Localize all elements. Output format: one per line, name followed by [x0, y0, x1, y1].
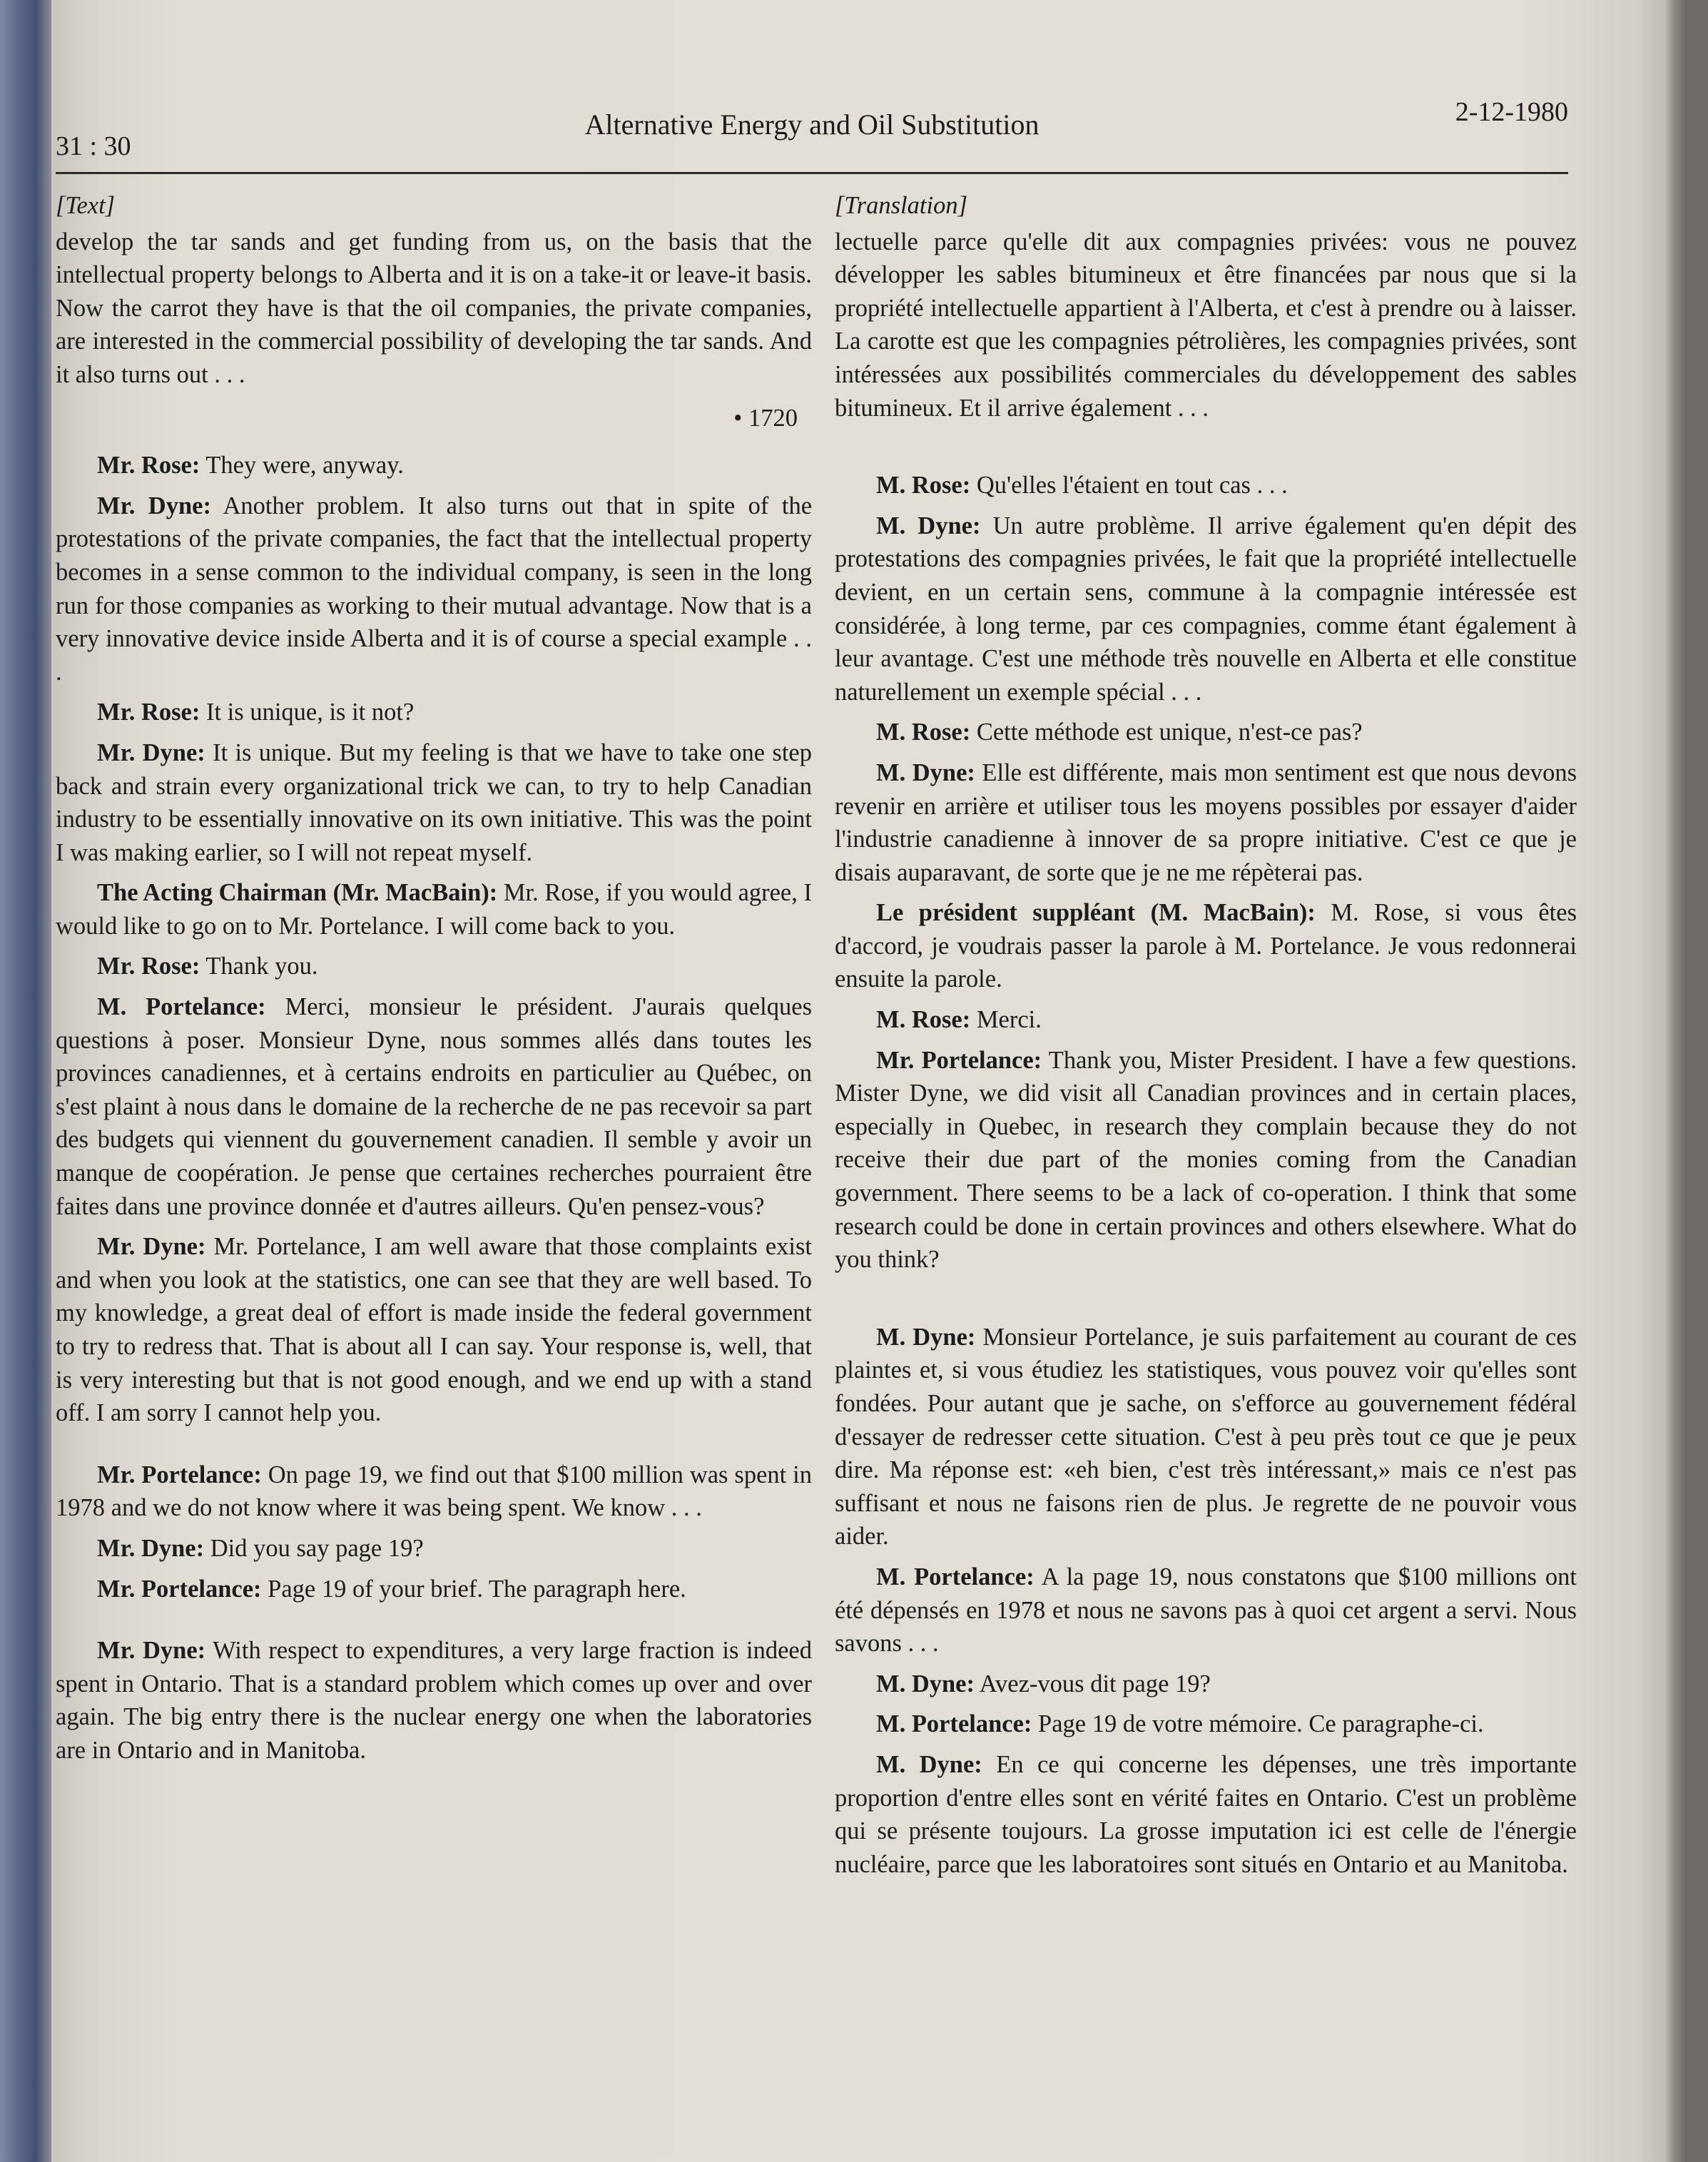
speech-text: A la page 19, nous constatons que $100 millions ont été dépensés en 1978 et nous ne savons pas à quoi cet argent a servi. Nous savons . . .: [835, 1563, 1577, 1658]
speech: [56, 1458, 812, 1525]
speech-text: Thank you.: [200, 953, 318, 980]
spacer: [835, 1284, 1577, 1321]
speech: [56, 1532, 812, 1565]
page-header: [56, 96, 1568, 175]
speech-text: Page 19 of your brief. The paragraph here.: [261, 1575, 686, 1603]
speech: [56, 1573, 812, 1606]
left-column-english: [56, 189, 812, 2080]
speech-text: Cette méthode est unique, n'est-ce pas?: [970, 719, 1363, 746]
speech-text: Another problem. It also turns out that in spite of the protestations of the private companies, the fact that the intellectual property becomes in a sense common to the individual company, is seen in the long run for those companies as working to their mutual advantage. Now that is a very innovative device inside Alberta and it is of course a special example . . .: [56, 492, 813, 686]
spacer: [56, 1613, 812, 1634]
speech: [835, 896, 1577, 996]
speech-text: Mr. Rose, if you would agree, I would like to go on to Mr. Portelance. I will come back to you.: [56, 879, 812, 940]
speaker: Mr. Dyne:: [97, 1534, 205, 1562]
speech: [56, 696, 812, 729]
speech: [835, 1748, 1577, 1881]
speech: [56, 1634, 812, 1767]
speech: [56, 736, 812, 869]
speaker: M. Dyne:: [876, 1323, 976, 1351]
speech-text: M. Rose, si vous êtes d'accord, je voudrais passer la parole à M. Portelance. Je vous redonnerai ensuite la parole.: [835, 899, 1577, 993]
speaker: Mr. Dyne:: [97, 1637, 206, 1665]
running-title: Alternative Energy and Oil Substitution: [584, 108, 1039, 141]
speaker: M. Dyne:: [876, 758, 975, 786]
speaker: Mr. Rose:: [97, 699, 200, 726]
speech-text: Thank you, Mister President. I have a few questions. Mister Dyne, we did visit all Canadian provinces and in certain places, especially in Quebec, in research they complain because they do not receive their due part of the monies coming from the Canadian government. There seems to be a lack of co-operation. I think that some research could be done in certain provinces and others elsewhere. What do you think?: [835, 1046, 1577, 1274]
speaker: M. Rose:: [876, 472, 971, 499]
speech-text: With respect to expenditures, a very large fraction is indeed spent in Ontario. That is a standard problem which comes up over and over again. The big entry there is the nuclear energy one when the laboratories are in Ontario and in Manitoba.: [56, 1637, 812, 1764]
speaker: Mr. Portelance:: [876, 1046, 1042, 1074]
page-edge: [1665, 0, 1687, 2162]
translation-tag: [Translation]: [835, 192, 967, 219]
speaker: The Acting Chairman (Mr. MacBain):: [97, 879, 498, 907]
header-rule: [56, 172, 1568, 174]
intro-paragraph: lectuelle parce qu'elle dit aux compagnies privées: vous ne pouvez développer les sables bitumineux et être financées par nous que si la propriété intellectuelle appartient à l'Alberta, et c'est à prendre ou à laisser. La carotte est que les compagnies pétrolières, les compagnies privées, sont intéressées aux possibilités commerciales du développement des sables bitumineux. Et il arrive également . . .: [835, 228, 1577, 422]
speech: [835, 1560, 1577, 1660]
speech: [835, 716, 1577, 749]
speech: [835, 1044, 1577, 1277]
speech: [56, 950, 812, 983]
speaker: Mr. Dyne:: [97, 739, 205, 766]
time-stamp: • 1720: [733, 404, 798, 432]
page-number: 31 : 30: [56, 131, 131, 161]
speech-text: Merci, monsieur le président. J'aurais quelques questions à poser. Monsieur Dyne, nous sommes allés dans toutes les provinces canadiennes, et à certains endroits en particulier au Québec, on s'est plaint à nous dans le domaine de la recherche de ne pas recevoir sa part des budgets qui viennent du gouvernement canadien. Il semble y avoir un manque de coopération. Je pense que certaines recherches pourraient être faites dans une province donnée et d'autres ailleurs. Qu'en pensez-vous?: [56, 993, 812, 1220]
speech: [56, 1230, 812, 1430]
speech: [835, 469, 1577, 502]
speech-text: They were, anyway.: [200, 452, 404, 479]
right-column-french: [835, 189, 1577, 2080]
speech-text: Page 19 de votre mémoire. Ce paragraphe-ci.: [1032, 1710, 1484, 1738]
speaker: Le président suppléant (M. MacBain):: [876, 899, 1316, 927]
speaker: M. Dyne:: [876, 512, 981, 539]
speech-text: Elle est différente, mais mon sentiment est que nous devons revenir en arrière et utiliser tous les moyens possibles por essayer d'aider l'industrie canadienne à innover de sa propre initiative. C'est ce que je disais auparavant, de sorte que je ne me répèterai pas.: [835, 758, 1577, 886]
speech-text: En ce qui concerne les dépenses, une très importante proportion d'entre elles sont en vérité faites en Ontario. C'est un problème qui se présente toujours. La grosse imputation ici est celle de l'énergie nucléaire, parce que les laboratoires sont situés en Ontario et au Manitoba.: [835, 1750, 1577, 1878]
speech-text: Merci.: [970, 1006, 1042, 1034]
speech-text: It is unique. But my feeling is that we have to take one step back and strain every organizational trick we can, to try to help Canadian industry to be essentially innovative on its own initiative. This was the point I was making earlier, so I will not repeat myself.: [56, 739, 812, 866]
speaker: Mr. Rose:: [97, 452, 200, 479]
speech-text: Qu'elles l'étaient en tout cas . . .: [970, 472, 1288, 499]
speaker: Mr. Dyne:: [97, 492, 211, 519]
speech: [835, 1668, 1577, 1701]
speech: [835, 756, 1577, 889]
speaker: M. Portelance:: [876, 1710, 1032, 1738]
book-binding: [0, 0, 51, 2162]
speech: [835, 1707, 1577, 1741]
header-date: 2-12-1980: [1455, 97, 1568, 127]
speech: [835, 1003, 1577, 1037]
speaker: M. Dyne:: [876, 1750, 982, 1778]
speech-text: It is unique, is it not?: [200, 699, 415, 726]
intro-paragraph: develop the tar sands and get funding from us, on the basis that the intellectual property belongs to Alberta and it is on a take-it or leave-it basis. Now the carrot they have is that the oil companies, the private companies, are interested in the commercial possibility of developing the tar sands. And it also turns out . . .: [56, 228, 812, 388]
speech: [835, 1321, 1577, 1553]
speech: [56, 489, 812, 689]
speech-text: Avez-vous dit page 19?: [974, 1670, 1211, 1697]
spacer: [835, 432, 1577, 469]
spacer: [56, 1437, 812, 1458]
speech: [835, 509, 1577, 709]
speaker: M. Portelance:: [97, 993, 266, 1021]
speaker: Mr. Portelance:: [97, 1461, 262, 1488]
speaker: M. Rose:: [876, 719, 971, 746]
speaker: M. Rose:: [876, 1006, 971, 1034]
speech-text: Mr. Portelance, I am well aware that those complaints exist and when you look at the statistics, one can see that they are well based. To my knowledge, a great deal of effort is made inside the federal government to try to redress that. That is about all I can say. Your response is, well, that is very interesting but that is not good enough, and we end up with a stand off. I am sorry I cannot help you.: [56, 1233, 812, 1427]
speaker: Mr. Rose:: [97, 953, 200, 980]
speech: [56, 449, 812, 482]
speech: [56, 990, 812, 1223]
text-tag: [Text]: [56, 192, 116, 219]
speaker: M. Dyne:: [876, 1670, 975, 1697]
speech: [56, 876, 812, 943]
speech-text: On page 19, we find out that $100 million was spent in 1978 and we do not know where it was being spent. We know . . .: [56, 1461, 812, 1522]
speaker: M. Portelance:: [876, 1563, 1035, 1590]
speech-text: Did you say page 19?: [204, 1534, 424, 1562]
speech-text: Un autre problème. Il arrive également qu'en dépit des protestations des compagnies privées, le fait que la propriété intellectuelle devient, en un certain sens, commune à la compagnie intéressée est considérée, à long terme, par ces compagnies, comme étant également à leur avantage. C'est une méthode très nouvelle en Alberta et elle constitue naturellement un exemple spécial . . .: [835, 512, 1577, 706]
speaker: Mr. Dyne:: [97, 1233, 206, 1261]
speech-text: Monsieur Portelance, je suis parfaitement au courant de ces plaintes et, si vous étudiez les statistiques, vous pouvez voir qu'elles sont fondées. Pour autant que je sache, on s'efforce au gouvernement fédéral d'essayer de redresser cette situation. C'est à peu près tout ce que je peux dire. Ma réponse est: «eh bien, c'est très intéressant,» mais ce n'est pas suffisant et nous ne faisons rien de plus. Je regrette de ne pouvoir vous aider.: [835, 1323, 1577, 1551]
speaker: Mr. Portelance:: [97, 1575, 262, 1603]
